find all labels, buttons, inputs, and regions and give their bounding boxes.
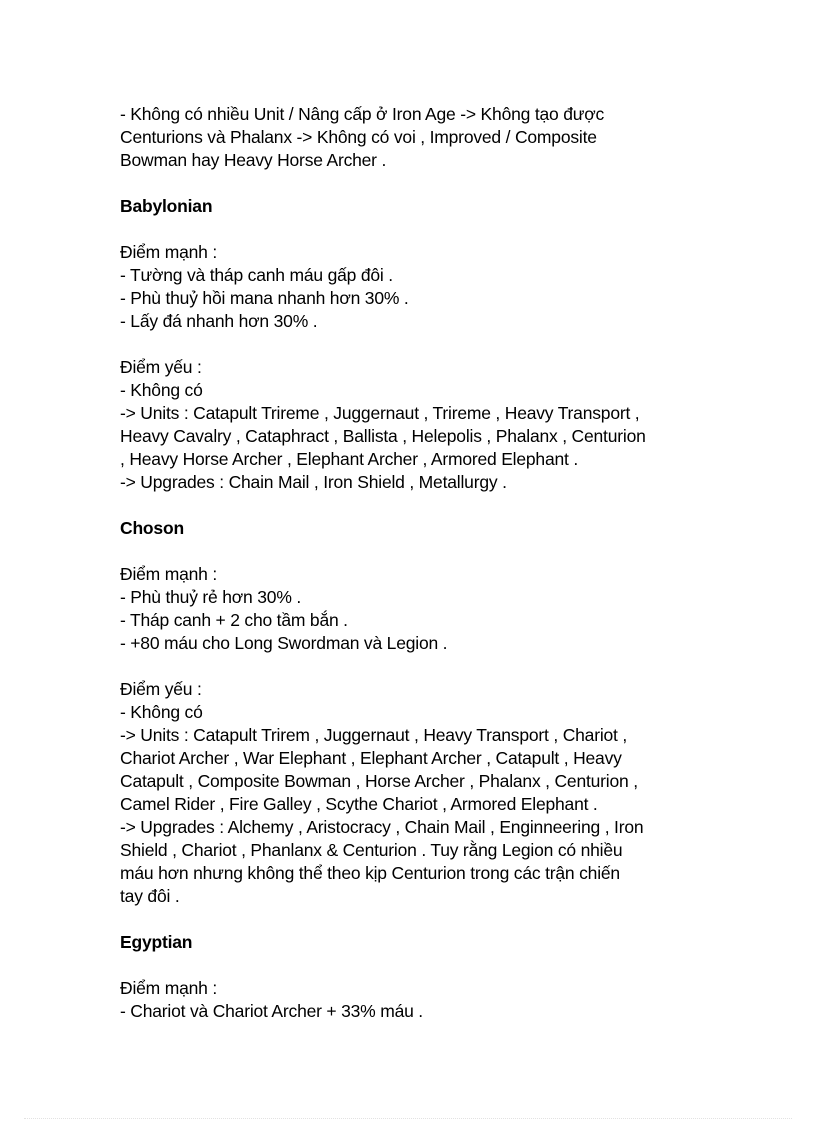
section-choson bbox=[120, 517, 710, 908]
weakness-item: Heavy Cavalry , Cataphract , Ballista , Helepolis , Phalanx , Centurion bbox=[120, 426, 646, 446]
section-babylonian bbox=[120, 195, 710, 494]
weakness-item: -> Upgrades : Chain Mail , Iron Shield , Metallurgy . bbox=[120, 472, 507, 492]
spacer bbox=[120, 908, 710, 931]
strengths-label: Điểm mạnh : bbox=[120, 564, 217, 584]
strength-item: - +80 máu cho Long Swordman và Legion . bbox=[120, 633, 448, 653]
spacer bbox=[120, 954, 710, 977]
intro-paragraph bbox=[120, 103, 710, 172]
spacer bbox=[120, 333, 710, 356]
strength-item: - Phù thuỷ rẻ hơn 30% . bbox=[120, 587, 302, 607]
weaknesses-label: Điểm yếu : bbox=[120, 679, 202, 699]
section-heading: Egyptian bbox=[120, 932, 193, 952]
spacer bbox=[120, 494, 710, 517]
section-heading: Choson bbox=[120, 518, 184, 538]
strengths-label: Điểm mạnh : bbox=[120, 242, 217, 262]
weakness-item: tay đôi . bbox=[120, 886, 180, 906]
weakness-item: - Không có bbox=[120, 380, 203, 400]
strength-item: - Tường và tháp canh máu gấp đôi . bbox=[120, 265, 393, 285]
weakness-item: Chariot Archer , War Elephant , Elephant Archer , Catapult , Heavy bbox=[120, 748, 622, 768]
weakness-item: máu hơn nhưng không thể theo kịp Centurion trong các trận chiến bbox=[120, 863, 620, 883]
weaknesses-label: Điểm yếu : bbox=[120, 357, 202, 377]
weakness-item: -> Units : Catapult Trirem , Juggernaut , Heavy Transport , Chariot , bbox=[120, 725, 628, 745]
weakness-item: , Heavy Horse Archer , Elephant Archer , Armored Elephant . bbox=[120, 449, 579, 469]
intro-line: Centurions và Phalanx -> Không có voi , Improved / Composite bbox=[120, 127, 597, 147]
strength-item: - Lấy đá nhanh hơn 30% . bbox=[120, 311, 318, 331]
strength-item: - Phù thuỷ hồi mana nhanh hơn 30% . bbox=[120, 288, 409, 308]
strength-item: - Tháp canh + 2 cho tầm bắn . bbox=[120, 610, 348, 630]
document-page bbox=[120, 103, 710, 1023]
weakness-item: -> Units : Catapult Trireme , Juggernaut , Trireme , Heavy Transport , bbox=[120, 403, 640, 423]
intro-line: - Không có nhiều Unit / Nâng cấp ở Iron Age -> Không tạo được bbox=[120, 104, 605, 124]
weakness-item: - Không có bbox=[120, 702, 203, 722]
strength-item: - Chariot và Chariot Archer + 33% máu . bbox=[120, 1001, 423, 1021]
strengths-label: Điểm mạnh : bbox=[120, 978, 217, 998]
section-egyptian bbox=[120, 931, 710, 1023]
spacer bbox=[120, 172, 710, 195]
spacer bbox=[120, 655, 710, 678]
section-heading: Babylonian bbox=[120, 196, 213, 216]
spacer bbox=[120, 540, 710, 563]
page-bottom-divider bbox=[24, 1118, 792, 1119]
weakness-item: Shield , Chariot , Phanlanx & Centurion . Tuy rằng Legion có nhiều bbox=[120, 840, 623, 860]
weakness-item: -> Upgrades : Alchemy , Aristocracy , Chain Mail , Enginneering , Iron bbox=[120, 817, 644, 837]
spacer bbox=[120, 218, 710, 241]
weakness-item: Camel Rider , Fire Galley , Scythe Chariot , Armored Elephant . bbox=[120, 794, 598, 814]
weakness-item: Catapult , Composite Bowman , Horse Archer , Phalanx , Centurion , bbox=[120, 771, 638, 791]
intro-line: Bowman hay Heavy Horse Archer . bbox=[120, 150, 387, 170]
